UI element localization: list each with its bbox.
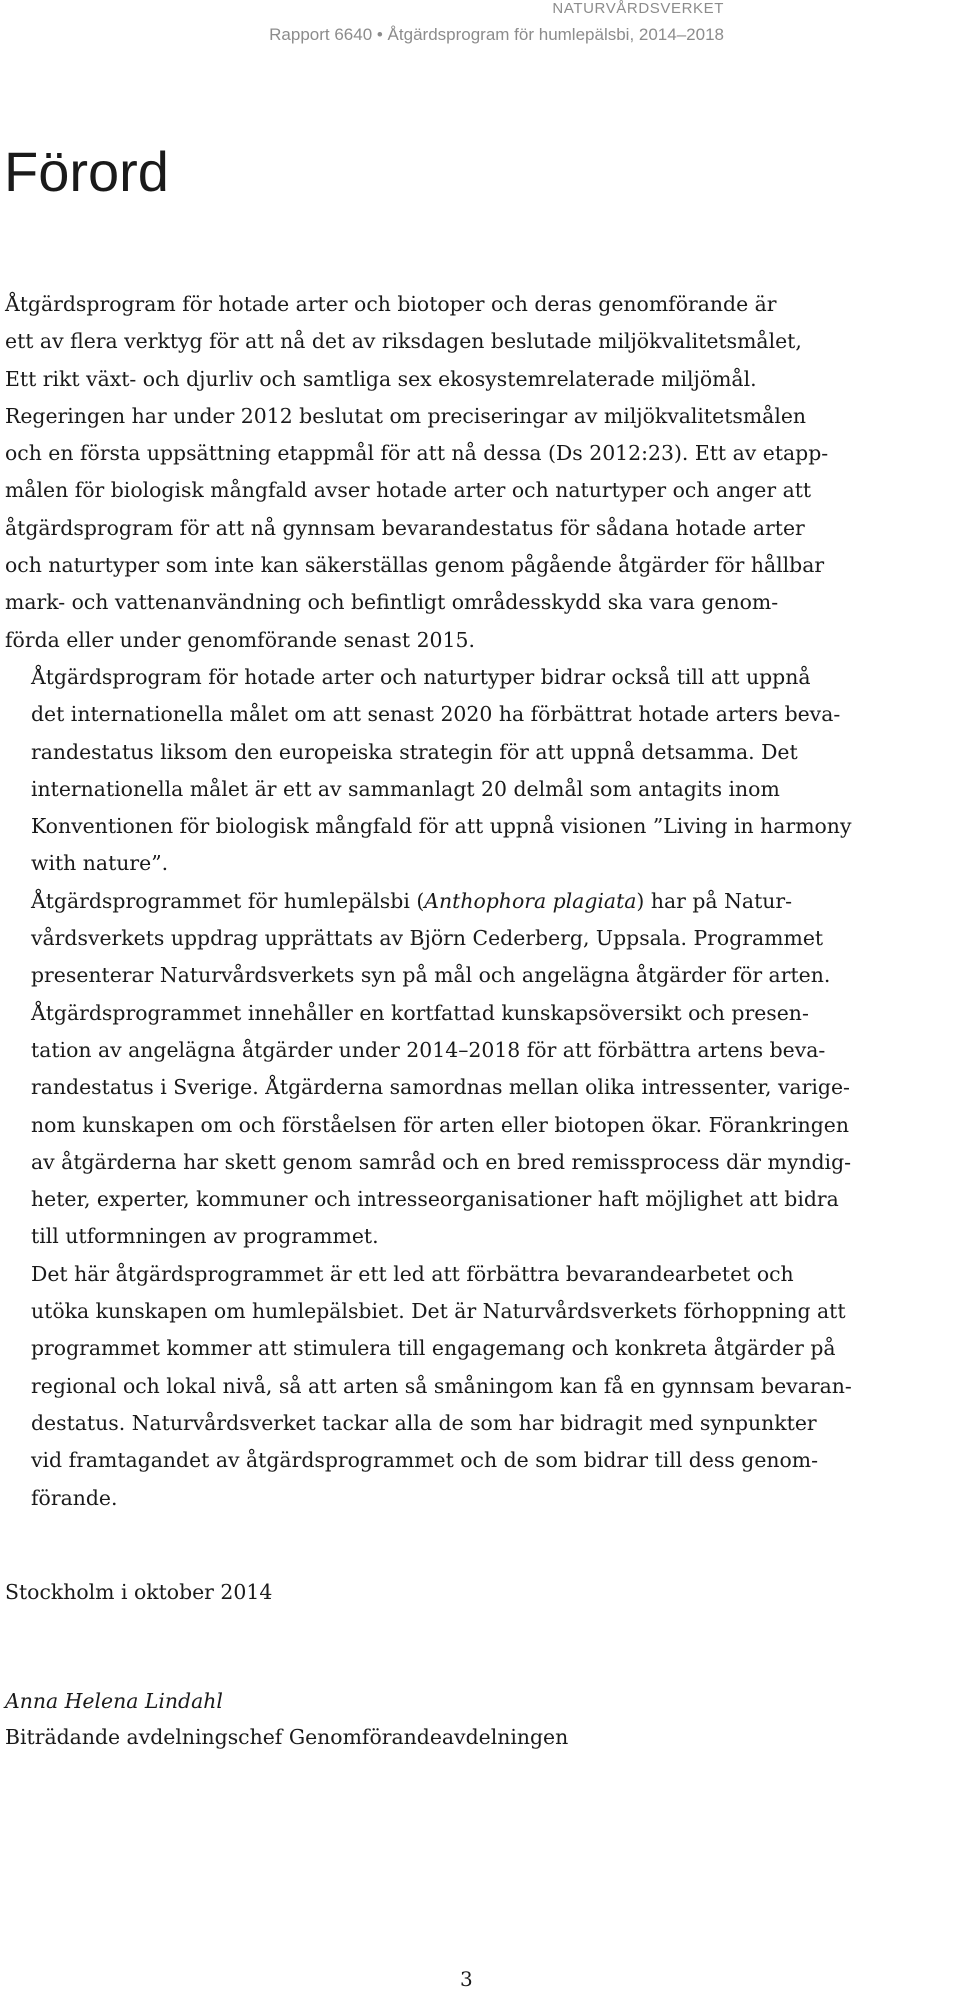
text-line: Åtgärdsprogrammet innehåller en kortfattad kunskapsöversikt och presen- xyxy=(31,1000,809,1025)
text-line: det internationella målet om att senast 2020 ha förbättrat hotade arters beva- xyxy=(31,702,841,727)
text-line: internationella målet är ett av sammanlagt 20 delmål som antagits inom xyxy=(31,776,780,801)
paragraph xyxy=(5,883,960,995)
text-line: tation av angelägna åtgärder under 2014–2018 för att förbättra artens beva- xyxy=(31,1037,826,1062)
text-line: ett av flera verktyg för att nå det av riksdagen beslutade miljökvalitetsmålet, xyxy=(5,329,802,354)
text-line: och en första uppsättning etappmål för att nå dessa (Ds 2012:23). Ett av etapp- xyxy=(5,441,829,466)
text-segment: ) har på Natur- xyxy=(636,888,793,913)
text-line: av åtgärderna har skett genom samråd och en bred remissprocess där myndig- xyxy=(31,1149,852,1174)
text-line: Åtgärdsprogram för hotade arter och naturtyper bidrar också till att uppnå xyxy=(31,664,811,689)
text-line: åtgärdsprogram för att nå gynnsam bevarandestatus för sådana hotade arter xyxy=(5,515,805,540)
page-number: 3 xyxy=(460,1967,473,1991)
text-line: utöka kunskapen om humlepälsbiet. Det är Naturvårdsverkets förhoppning att xyxy=(31,1299,846,1324)
header-org: NATURVÅRDSVERKET xyxy=(552,0,724,17)
text-line: randestatus liksom den europeiska strategin för att uppnå detsamma. Det xyxy=(31,739,798,764)
text-line: heter, experter, kommuner och intresseorganisationer haft möjlighet att bidra xyxy=(31,1187,839,1212)
text-line: destatus. Naturvårdsverket tackar alla de som har bidragit med synpunkter xyxy=(31,1410,817,1435)
text-line: randestatus i Sverige. Åtgärderna samordnas mellan olika intressenter, varige- xyxy=(31,1075,850,1100)
text-line: programmet kommer att stimulera till engagemang och konkreta åtgärder på xyxy=(31,1336,836,1361)
body-text xyxy=(5,286,960,1517)
text-line: vårdsverkets uppdrag upprättats av Björn Cederberg, Uppsala. Programmet xyxy=(31,926,824,951)
text-line: Ett rikt växt- och djurliv och samtliga sex ekosystemrelaterade miljömål. xyxy=(5,366,757,391)
text-line: Regeringen har under 2012 beslutat om preciseringar av miljökvalitetsmålen xyxy=(5,403,807,428)
text-segment: Åtgärdsprogrammet för humlepälsbi ( xyxy=(31,888,425,913)
text-line: presenterar Naturvårdsverkets syn på mål och angelägna åtgärder för arten. xyxy=(31,963,831,988)
text-line: mark- och vattenanvändning och befintligt områdesskydd ska vara genom- xyxy=(5,590,779,615)
text-line: målen för biologisk mångfald avser hotade arter och naturtyper och anger att xyxy=(5,478,812,503)
signatory-role: Biträdande avdelningschef Genomförandeavdelningen xyxy=(5,1725,569,1749)
text-line xyxy=(5,883,960,920)
signatory-name: Anna Helena Lindahl xyxy=(5,1689,223,1713)
text-line: nom kunskapen om och förståelsen för arten eller biotopen ökar. Förankringen xyxy=(31,1112,849,1137)
paragraph xyxy=(5,286,960,659)
species-name: Anthophora plagiata xyxy=(424,888,637,913)
text-line: till utformningen av programmet. xyxy=(31,1224,379,1249)
paragraph xyxy=(5,1256,960,1517)
text-line: förande. xyxy=(31,1485,118,1510)
paragraph xyxy=(5,659,960,883)
place-date: Stockholm i oktober 2014 xyxy=(5,1580,273,1604)
text-line: och naturtyper som inte kan säkerställas genom pågående åtgärder för hållbar xyxy=(5,553,825,578)
text-line: vid framtagandet av åtgärdsprogrammet och de som bidrar till dess genom- xyxy=(31,1448,819,1473)
page-title: Förord xyxy=(4,140,169,203)
text-line: Det här åtgärdsprogrammet är ett led att förbättra bevarandearbetet och xyxy=(31,1261,794,1286)
text-line: with nature”. xyxy=(31,851,169,876)
text-line: förda eller under genomförande senast 2015. xyxy=(5,627,475,652)
text-line: regional och lokal nivå, så att arten så småningom kan få en gynnsam bevaran- xyxy=(31,1373,852,1398)
text-line: Konventionen för biologisk mångfald för att uppnå visionen ”Living in harmony xyxy=(31,814,852,839)
paragraph xyxy=(5,995,960,1256)
header-report: Rapport 6640 • Åtgärdsprogram för humlepälsbi, 2014–2018 xyxy=(269,25,724,44)
text-line: Åtgärdsprogram för hotade arter och biotoper och deras genomförande är xyxy=(5,292,777,316)
running-head xyxy=(269,0,724,48)
